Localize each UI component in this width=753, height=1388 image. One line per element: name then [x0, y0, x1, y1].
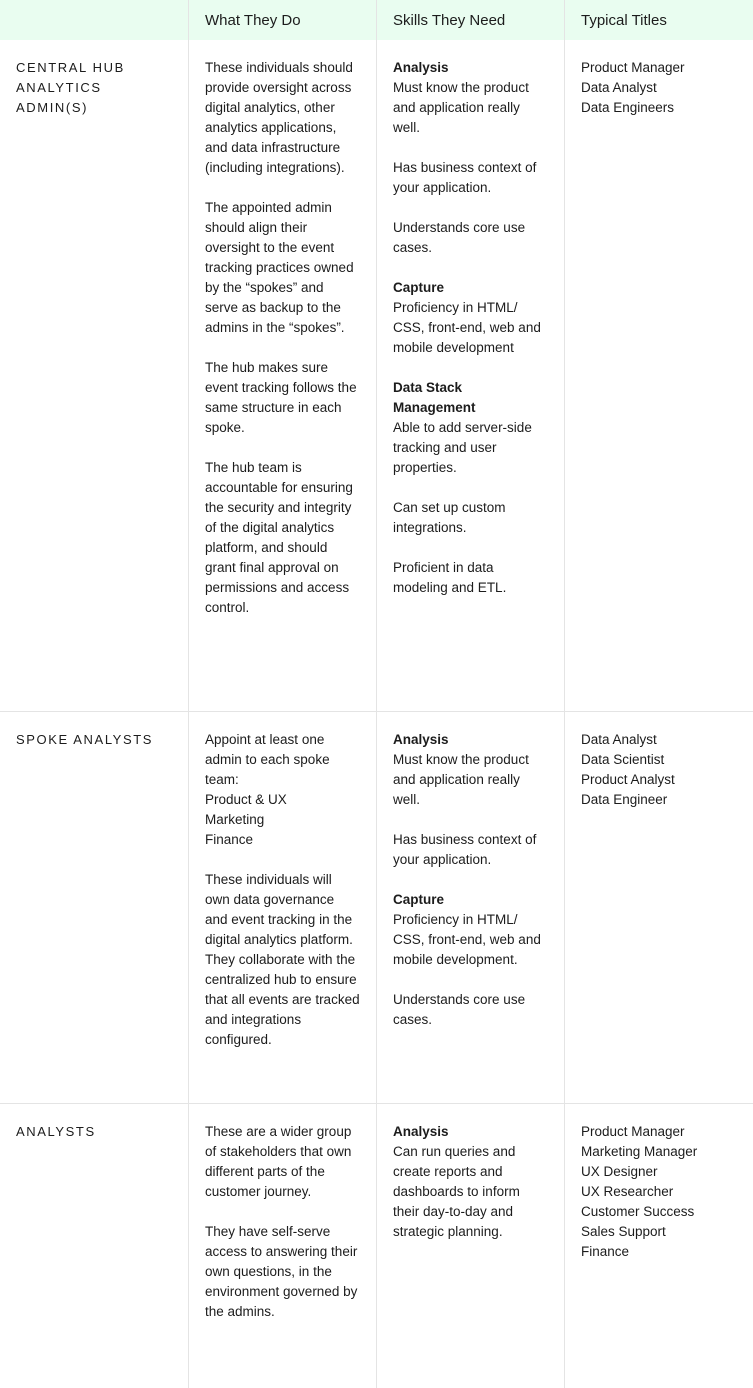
role-name: SPOKE ANALYSTS: [16, 732, 154, 747]
skill-title: Capture: [393, 892, 445, 907]
description-paragraph: They have self-serve access to answering their own questions, in the environment governed by the admins.: [205, 1224, 358, 1319]
skill-block: [393, 730, 548, 870]
skill-title: Analysis: [393, 732, 449, 747]
table-row: [0, 712, 753, 1104]
skill-title: Data Stack Management: [393, 380, 476, 415]
description-paragraph: The hub makes sure event tracking follows the same structure in each spoke.: [205, 360, 357, 435]
skill-block: [393, 890, 548, 1030]
job-title: Finance: [581, 1244, 630, 1259]
description-paragraph: The appointed admin should align their oversight to the event tracking practices owned by the “spokes” and serve as backup to the admins in the “spokes”.: [205, 200, 354, 335]
role-cell: [0, 712, 188, 1104]
header-typical-titles: Typical Titles: [564, 0, 753, 40]
job-title: Marketing Manager: [581, 1144, 698, 1159]
skill-paragraph: Proficient in data modeling and ETL.: [393, 560, 507, 595]
skill-block: [393, 1122, 548, 1242]
skill-paragraph: Must know the product and application really well.: [393, 752, 529, 807]
role-cell: [0, 1104, 188, 1388]
job-title: Product Analyst: [581, 772, 675, 787]
description-paragraph: These are a wider group of stakeholders that own different parts of the customer journey.: [205, 1124, 352, 1199]
skills-cell: [376, 712, 564, 1104]
skill-paragraph: Can run queries and create reports and dashboards to inform their day-to-day and strategic planning.: [393, 1144, 520, 1239]
header-skills-they-need: Skills They Need: [376, 0, 564, 40]
skill-paragraph: Must know the product and application really well.: [393, 80, 529, 135]
role-name: CENTRAL HUB ANALYTICS ADMIN(S): [16, 60, 125, 115]
what-they-do-cell: [188, 40, 376, 712]
skill-paragraph: Understands core use cases.: [393, 992, 526, 1027]
table-row: [0, 1104, 753, 1388]
skill-title: Analysis: [393, 1124, 449, 1139]
skill-title: Capture: [393, 280, 445, 295]
typical-titles-cell: [564, 1104, 753, 1388]
description-paragraph: These individuals will own data governance and event tracking in the digital analytics platform. They collaborate with the centralized hub to ensure that all events are tracked and integrations configured.: [205, 872, 360, 1047]
skill-paragraph: Understands core use cases.: [393, 220, 526, 255]
job-title: Sales Support: [581, 1224, 666, 1239]
skill-paragraph: Can set up custom integrations.: [393, 500, 506, 535]
role-name: ANALYSTS: [16, 1124, 96, 1139]
skill-title: Analysis: [393, 60, 449, 75]
job-title: UX Researcher: [581, 1184, 674, 1199]
role-cell: [0, 40, 188, 712]
what-they-do-cell: [188, 1104, 376, 1388]
skills-cell: [376, 40, 564, 712]
header-what-they-do: What They Do: [188, 0, 376, 40]
description-paragraph: These individuals should provide oversight across digital analytics, other analytics applications, and data infrastructure (including integrations).: [205, 60, 353, 175]
typical-titles-cell: [564, 40, 753, 712]
skill-block: [393, 278, 548, 358]
skill-paragraph: Able to add server-side tracking and user properties.: [393, 420, 532, 475]
job-title: Data Engineers: [581, 100, 675, 115]
job-title: Data Scientist: [581, 752, 665, 767]
skill-paragraph: Has business context of your application.: [393, 160, 537, 195]
roles-table: [0, 0, 753, 40]
job-title: Product Manager: [581, 60, 685, 75]
skill-block: [393, 378, 548, 598]
what-they-do-cell: [188, 712, 376, 1104]
description-paragraph: Appoint at least one admin to each spoke team: Product & UX Marketing Finance: [205, 732, 330, 847]
job-title: Product Manager: [581, 1124, 685, 1139]
job-title: Customer Success: [581, 1204, 695, 1219]
job-title: Data Analyst: [581, 732, 657, 747]
header-role: [0, 0, 188, 40]
typical-titles-cell: [564, 712, 753, 1104]
skill-paragraph: Proficiency in HTML/ CSS, front-end, web and mobile development: [393, 300, 541, 355]
table-row: [0, 40, 753, 712]
job-title: Data Engineer: [581, 792, 668, 807]
job-title: UX Designer: [581, 1164, 658, 1179]
skill-paragraph: Proficiency in HTML/ CSS, front-end, web and mobile development.: [393, 912, 541, 967]
job-title: Data Analyst: [581, 80, 657, 95]
description-paragraph: The hub team is accountable for ensuring the security and integrity of the digital analytics platform, and should grant final approval on permissions and access control.: [205, 460, 353, 615]
skill-block: [393, 58, 548, 258]
skill-paragraph: Has business context of your application.: [393, 832, 537, 867]
skills-cell: [376, 1104, 564, 1388]
